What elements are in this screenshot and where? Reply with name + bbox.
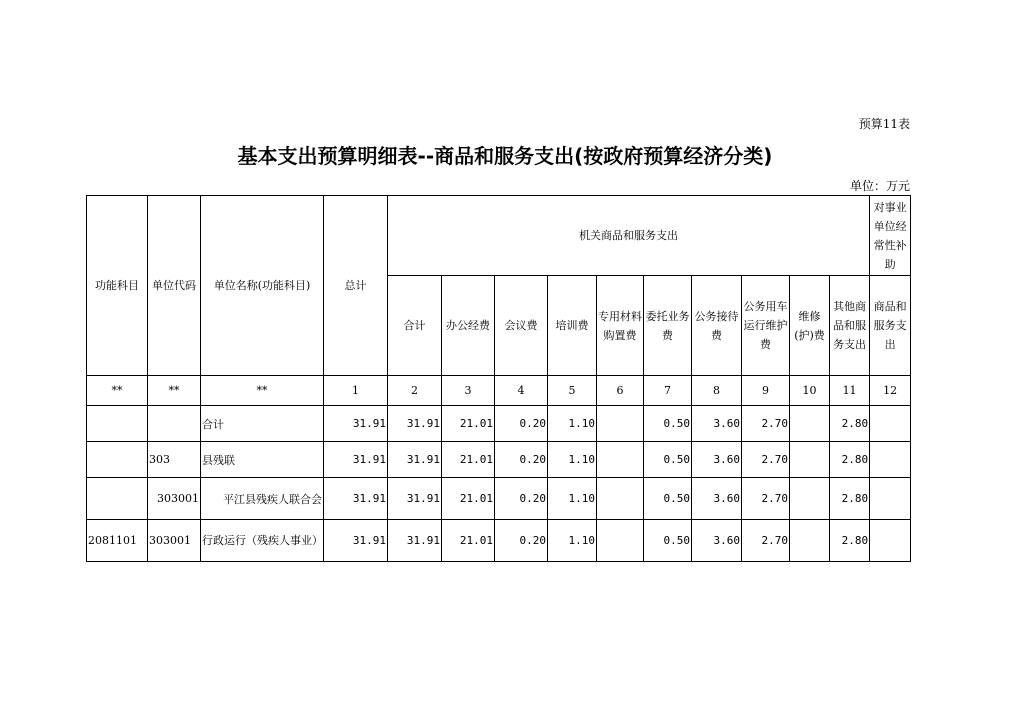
cell-value xyxy=(597,406,644,442)
cell-func xyxy=(87,406,148,442)
unit-label: 单位：万元 xyxy=(849,179,910,193)
cell-value: 21.01 xyxy=(442,520,495,562)
table-number: 预算11表 xyxy=(858,117,910,131)
cell-value xyxy=(790,442,830,478)
index-cell: ** xyxy=(87,376,148,406)
cell-value: 0.50 xyxy=(644,406,692,442)
cell-value: 2.70 xyxy=(742,520,790,562)
cell-value: 31.91 xyxy=(388,478,442,520)
index-cell: 4 xyxy=(495,376,548,406)
index-cell: 10 xyxy=(790,376,830,406)
cell-value: 31.91 xyxy=(324,442,388,478)
cell-value xyxy=(870,478,911,520)
cell-value: 0.50 xyxy=(644,520,692,562)
cell-value: 21.01 xyxy=(442,478,495,520)
index-cell: 1 xyxy=(324,376,388,406)
cell-value: 1.10 xyxy=(548,406,597,442)
cell-value: 31.91 xyxy=(324,406,388,442)
header-sub-meeting: 会议费 xyxy=(495,276,548,376)
cell-value: 2.80 xyxy=(830,478,870,520)
cell-code: 303001 xyxy=(148,520,201,562)
cell-value: 2.70 xyxy=(742,478,790,520)
index-cell: 2 xyxy=(388,376,442,406)
cell-code xyxy=(148,406,201,442)
cell-value: 1.10 xyxy=(548,478,597,520)
page-title: 基本支出预算明细表--商品和服务支出(按政府预算经济分类) xyxy=(237,144,773,168)
budget-table xyxy=(86,195,911,562)
cell-value xyxy=(790,478,830,520)
cell-value: 2.80 xyxy=(830,520,870,562)
cell-code: 303001 xyxy=(148,478,201,520)
cell-value xyxy=(870,442,911,478)
cell-value: 3.60 xyxy=(692,442,742,478)
header-sub-reception: 公务接待费 xyxy=(692,276,742,376)
cell-name: 平江县残疾人联合会 xyxy=(201,478,324,520)
header-sub-training: 培训费 xyxy=(548,276,597,376)
cell-value: 0.50 xyxy=(644,478,692,520)
cell-value xyxy=(870,406,911,442)
cell-value: 1.10 xyxy=(548,520,597,562)
header-func-subject: 功能科目 xyxy=(87,196,148,376)
index-cell: 11 xyxy=(830,376,870,406)
header-sub-vehicle: 公务用车运行维护费 xyxy=(742,276,790,376)
cell-value: 2.70 xyxy=(742,442,790,478)
table-row xyxy=(87,520,911,562)
cell-value xyxy=(597,478,644,520)
cell-value: 0.20 xyxy=(495,442,548,478)
index-cell: 8 xyxy=(692,376,742,406)
header-sub-repair: 维修(护)费 xyxy=(790,276,830,376)
cell-value: 21.01 xyxy=(442,442,495,478)
index-cell: 9 xyxy=(742,376,790,406)
header-sub-materials: 专用材料购置费 xyxy=(597,276,644,376)
cell-func xyxy=(87,478,148,520)
cell-name: 行政运行（残疾人事业） xyxy=(201,520,324,562)
index-cell: 7 xyxy=(644,376,692,406)
cell-value xyxy=(597,442,644,478)
cell-func: 2081101 xyxy=(87,520,148,562)
cell-value xyxy=(790,406,830,442)
cell-value: 2.80 xyxy=(830,442,870,478)
cell-value xyxy=(597,520,644,562)
cell-value: 0.50 xyxy=(644,442,692,478)
cell-value: 2.80 xyxy=(830,406,870,442)
cell-value: 3.60 xyxy=(692,406,742,442)
cell-value: 31.91 xyxy=(324,520,388,562)
cell-value: 3.60 xyxy=(692,478,742,520)
cell-name: 合计 xyxy=(201,406,324,442)
header-sub-office: 办公经费 xyxy=(442,276,495,376)
index-cell: ** xyxy=(148,376,201,406)
cell-value: 31.91 xyxy=(388,406,442,442)
header-group-shiye: 对事业单位经常性补助 xyxy=(870,196,911,276)
cell-value: 21.01 xyxy=(442,406,495,442)
table-row xyxy=(87,442,911,478)
cell-code: 303 xyxy=(148,442,201,478)
header-unit-name: 单位名称(功能科目) xyxy=(201,196,324,376)
header-sub-heji: 合计 xyxy=(388,276,442,376)
header-total: 总计 xyxy=(324,196,388,376)
index-cell: 5 xyxy=(548,376,597,406)
table-row xyxy=(87,406,911,442)
header-sub-commission: 委托业务费 xyxy=(644,276,692,376)
index-cell: ** xyxy=(201,376,324,406)
index-cell: 3 xyxy=(442,376,495,406)
cell-value: 31.91 xyxy=(388,520,442,562)
header-group-jiguan: 机关商品和服务支出 xyxy=(388,196,870,276)
cell-value: 1.10 xyxy=(548,442,597,478)
cell-value: 0.20 xyxy=(495,478,548,520)
header-sub-other: 其他商品和服务支出 xyxy=(830,276,870,376)
cell-value: 3.60 xyxy=(692,520,742,562)
header-unit-code: 单位代码 xyxy=(148,196,201,376)
header-sub-shiye-goods: 商品和服务支出 xyxy=(870,276,911,376)
table-row xyxy=(87,478,911,520)
cell-value: 0.20 xyxy=(495,520,548,562)
cell-name: 县残联 xyxy=(201,442,324,478)
cell-value: 0.20 xyxy=(495,406,548,442)
cell-value: 31.91 xyxy=(388,442,442,478)
cell-value: 2.70 xyxy=(742,406,790,442)
index-cell: 12 xyxy=(870,376,911,406)
index-cell: 6 xyxy=(597,376,644,406)
cell-value xyxy=(870,520,911,562)
cell-value xyxy=(790,520,830,562)
cell-func xyxy=(87,442,148,478)
cell-value: 31.91 xyxy=(324,478,388,520)
